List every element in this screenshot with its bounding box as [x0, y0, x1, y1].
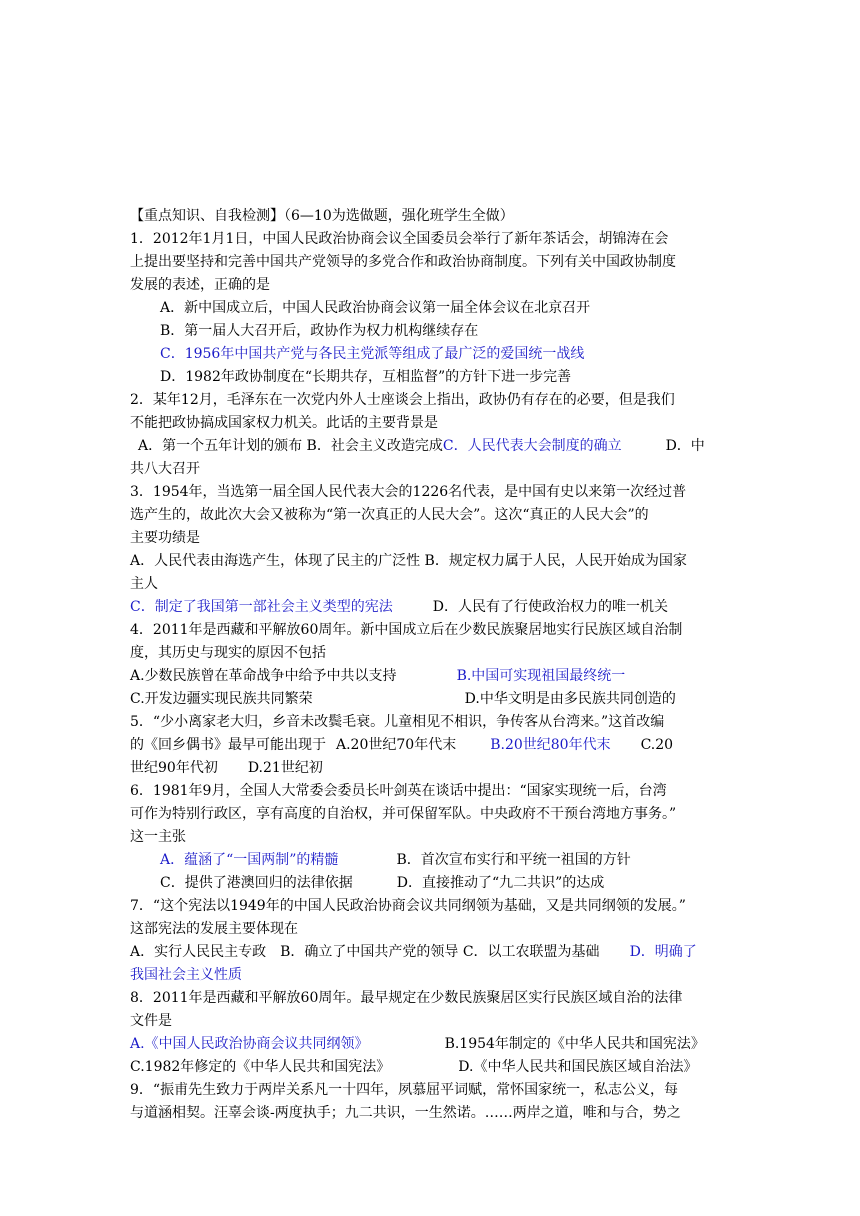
question-4-options-cd: [130, 688, 736, 711]
question-4-line-1: 4．2011年是西藏和平解放60周年。新中国成立后在少数民族聚居地实行民族区域自治制: [130, 622, 683, 638]
question-8-option-a-answer: A.《中国人民政治协商会议共同纲领》: [130, 1036, 369, 1052]
section-header: 【重点知识、自我检测】（6—10为选做题，强化班学生全做）: [130, 208, 514, 224]
question-8-line-1: 8．2011年是西藏和平解放60周年。最早规定在少数民族聚居区实行民族区域自治的法律: [130, 990, 683, 1006]
question-2-option-d-end: 共八大召开: [130, 461, 200, 477]
question-3-line-1: 3．1954年，当选第一届全国人民代表大会的1226名代表，是中国有史以来第一次经过普: [130, 484, 687, 500]
question-3-option-d: D．人民有了行使政治权力的唯一机关: [432, 599, 668, 615]
question-5-line-3: [130, 757, 736, 780]
question-8-option-c: C.1982年修定的《中华人民共和国宪法》: [130, 1059, 391, 1075]
question-3-option-c-answer: C．制定了我国第一部社会主义类型的宪法: [130, 599, 393, 615]
question-6-line-3: 这一主张: [130, 829, 186, 845]
question-8-options-cd: [130, 1056, 736, 1079]
question-4-option-a: A.少数民族曾在革命战争中给予中共以支持: [130, 668, 397, 684]
question-6-option-b: B．首次宣布实行和平统一祖国的方针: [396, 852, 631, 868]
question-3-options-cd: [130, 596, 736, 619]
question-5-option-a: A.20世纪70年代末: [336, 737, 457, 753]
question-5-line-2: [130, 734, 736, 757]
question-7-option-d-answer-end: 我国社会主义性质: [130, 967, 242, 983]
question-6-options-cd: [130, 872, 736, 895]
question-7-line-2: 这部宪法的发展主要体现在: [130, 921, 298, 937]
question-4-line-2: 度，其历史与现实的原因不包括: [130, 645, 326, 661]
question-2-option-d-start: D．中: [665, 438, 705, 454]
question-3-line-3: 主要功绩是: [130, 530, 200, 546]
question-1-option-a: A．新中国成立后，中国人民政治协商会议第一届全体会议在北京召开: [160, 300, 591, 316]
question-7-option-abc: A．实行人民民主专政 B．确立了中国共产党的领导 C．以工农联盟为基础: [130, 944, 600, 960]
question-2-line-1: 2．某年12月，毛泽东在一次党内外人士座谈会上指出，政协仍有存在的必要，但是我们: [130, 392, 675, 408]
question-6-option-d: D．直接推动了“九二共识”的达成: [396, 875, 605, 891]
question-1-option-d: D．1982年政协制度在“长期共存，互相监督”的方针下进一步完善: [160, 369, 572, 385]
question-1-line-2: 上提出要坚持和完善中国共产党领导的多党合作和政治协商制度。下列有关中国政协制度: [130, 254, 676, 270]
question-5-option-c-start: C.20: [640, 737, 674, 753]
question-1-option-b: B．第一届人大召开后，政协作为权力机构继续存在: [160, 323, 479, 339]
question-2-option-c-answer: C．人民代表大会制度的确立: [442, 438, 622, 454]
question-7-option-d-answer-start: D．明确了: [629, 944, 697, 960]
question-4-option-c: C.开发边疆实现民族共同繁荣: [130, 691, 313, 707]
question-5-option-c-end: 世纪90年代初: [130, 760, 218, 776]
question-5-stem-end: 的《回乡偶书》最早可能出现于: [130, 737, 326, 753]
question-6-line-1: 6．1981年9月，全国人大常委会委员长叶剑英在谈话中提出：“国家实现统一后，台湾: [130, 783, 667, 799]
question-4-option-b-answer: B.中国可实现祖国最终统一: [456, 668, 626, 684]
question-3-option-ab: A．人民代表由海选产生，体现了民主的广泛性 B．规定权力属于人民，人民开始成为国家: [130, 553, 687, 569]
question-1-option-c-answer: C．1956年中国共产党与各民主党派等组成了最广泛的爱国统一战线: [160, 346, 585, 362]
question-8-option-b: B.1954年制定的《中华人民共和国宪法》: [444, 1036, 705, 1052]
document-body: [130, 205, 736, 1125]
question-6-option-c: C．提供了港澳回归的法律依据: [160, 875, 353, 891]
question-6-line-2: 可作为特别行政区，享有高度的自治权，并可保留军队。中央政府不干预台湾地方事务。”: [130, 806, 677, 822]
question-8-options-ab: [130, 1033, 736, 1056]
question-6-options-ab: [130, 849, 736, 872]
question-4-option-d: D.中华文明是由多民族共同创造的: [464, 691, 676, 707]
question-2-options-line: [130, 435, 736, 458]
question-5-option-b-answer: B.20世纪80年代末: [490, 737, 611, 753]
question-4-options-ab: [130, 665, 736, 688]
question-2-option-ab: A．第一个五年计划的颁布 B．社会主义改造完成: [138, 438, 443, 454]
question-2-line-2: 不能把政协搞成国家权力机关。此话的主要背景是: [130, 415, 438, 431]
question-7-options-line: [130, 941, 736, 964]
question-6-option-a-answer: A．蕴涵了“一国两制”的精髓: [160, 852, 339, 868]
question-8-option-d: D.《中华人民共和国民族区域自治法》: [458, 1059, 698, 1075]
question-1-line-1: 1．2012年1月1日，中国人民政治协商会议全国委员会举行了新年茶话会，胡锦涛在会: [130, 231, 669, 247]
question-5-option-d: D.21世纪初: [247, 760, 323, 776]
question-8-line-2: 文件是: [130, 1013, 172, 1029]
question-1-line-3: 发展的表述，正确的是: [130, 277, 270, 293]
question-3-option-b-end: 主人: [130, 576, 158, 592]
question-9-line-2: 与道涵相契。汪辜会谈-两度执手；九二共识，一生然诺。……两岸之道，唯和与合，势之: [130, 1105, 681, 1121]
question-3-line-2: 选产生的，故此次大会又被称为“第一次真正的人民大会”。这次“真正的人民大会”的: [130, 507, 649, 523]
question-9-line-1: 9．“振甫先生致力于两岸关系凡一十四年，夙慕屈平词赋，常怀国家统一，私志公义，每: [130, 1082, 679, 1098]
question-7-line-1: 7．“这个宪法以1949年的中国人民政治协商会议共同纲领为基础，又是共同纲领的发展。”: [130, 898, 686, 914]
question-5-line-1: 5．“少小离家老大归，乡音未改鬓毛衰。儿童相见不相识，争传客从台湾来。”这首改编: [130, 714, 665, 730]
